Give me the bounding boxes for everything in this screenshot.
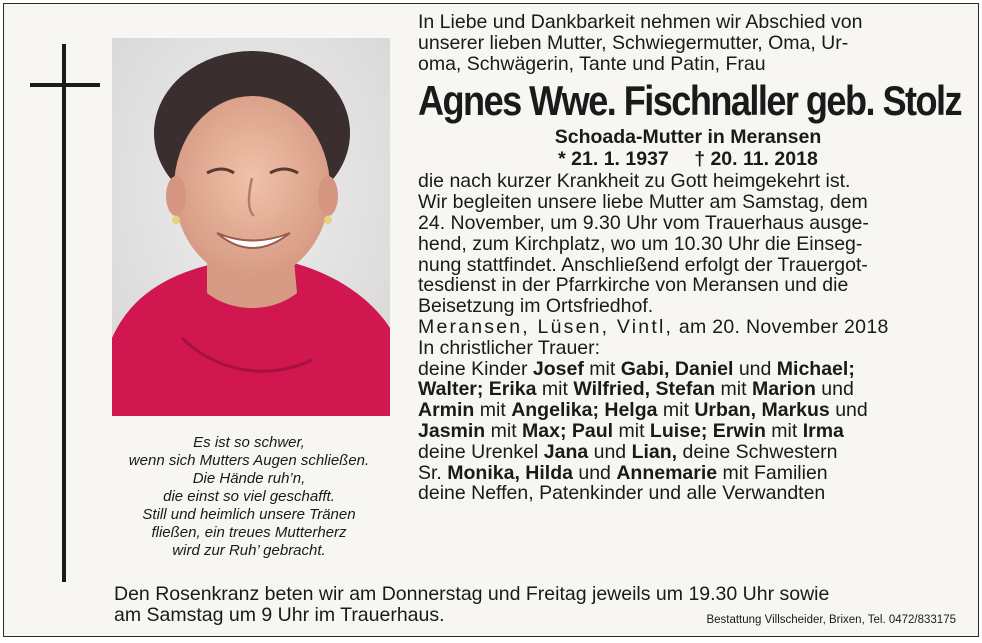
cross-icon xyxy=(62,44,66,582)
mourners-heading: In christlicher Trauer: xyxy=(418,336,601,359)
poem-line: wird zur Ruh’ gebracht. xyxy=(172,542,326,559)
death-date: † 20. 11. 2018 xyxy=(694,148,818,171)
mourner-text: mit xyxy=(765,419,803,442)
mourner-name: Jana xyxy=(543,440,589,463)
mourners-line xyxy=(418,379,958,400)
body-line: tesdienst in der Pfarrkirche von Meransen und die xyxy=(418,274,849,297)
mourner-text: Sr. xyxy=(418,461,448,484)
funeral-home-credit: Bestattung Villscheider, Brixen, Tel. 0472/833175 xyxy=(706,614,956,626)
body-line: Beisetzung im Ortsfriedhof. xyxy=(418,295,654,318)
poem-line: fließen, ein treues Mutterherz xyxy=(151,524,347,541)
notice-date: am 20. November 2018 xyxy=(678,315,889,338)
mourner-text: mit xyxy=(474,399,512,422)
mourner-name: Gabi, Daniel xyxy=(620,357,734,380)
mourner-name: Michael; xyxy=(776,357,855,380)
mourner-name: Urban, Markus xyxy=(694,399,830,422)
intro-line: In Liebe und Dankbarkeit nehmen wir Abschied von xyxy=(418,11,863,33)
mourner-text: mit xyxy=(715,378,752,401)
mourners-list xyxy=(418,359,958,505)
notice-text xyxy=(418,11,961,505)
mourner-name: Luise; Erwin xyxy=(649,419,766,442)
mourner-text: mit Familien xyxy=(717,461,828,484)
footer-line: am Samstag um 9 Uhr im Trauerhaus. xyxy=(114,604,445,626)
poem-line: wenn sich Mutters Augen schließen. xyxy=(128,452,370,469)
mourner-name: Monika, Hilda xyxy=(447,461,573,484)
intro-line: oma, Schwägerin, Tante und Patin, Frau xyxy=(418,52,766,75)
body-line: Wir begleiten unsere liebe Mutter am Samstag, dem xyxy=(418,191,868,214)
mourner-name: Walter; Erika xyxy=(418,378,537,401)
body-text xyxy=(418,171,958,317)
portrait-photo xyxy=(112,38,390,416)
mourner-text: deine Kinder xyxy=(418,357,533,380)
mourners-line xyxy=(418,442,958,463)
mourner-name: Josef xyxy=(532,357,584,380)
mourners-line xyxy=(418,359,958,380)
mourner-name: Armin xyxy=(418,399,475,422)
intro-text xyxy=(418,12,958,74)
place-date xyxy=(418,317,958,338)
mourner-name: Wilfried, Stefan xyxy=(573,378,716,401)
obituary-notice xyxy=(3,3,979,637)
place-locations: Meransen, Lüsen, Vintl, xyxy=(418,315,674,338)
mourner-name: Jasmin xyxy=(418,419,486,442)
mourner-name: Irma xyxy=(802,419,844,442)
mourners-line xyxy=(418,463,958,484)
mourner-text: und xyxy=(829,399,868,422)
deceased-subtitle: Schoada-Mutter in Meransen xyxy=(554,126,822,149)
mourner-name: Max; Paul xyxy=(522,419,614,442)
mourner-name: Marion xyxy=(751,378,816,401)
mourner-name: Lian, xyxy=(631,440,678,463)
intro-line: unserer lieben Mutter, Schwiegermutter, Oma, Ur- xyxy=(418,31,849,54)
poem-line: Es ist so schwer, xyxy=(193,434,305,451)
life-dates xyxy=(418,148,958,171)
mourner-text: mit xyxy=(583,357,621,380)
mourner-text: mit xyxy=(657,399,695,422)
mourner-text: mit xyxy=(613,419,650,442)
mourners-line xyxy=(418,483,958,504)
mourner-text: deine Urenkel xyxy=(418,440,544,463)
body-line: nung stattfindet. Anschließend erfolgt der Trauergot- xyxy=(418,253,868,276)
birth-date: * 21. 1. 1937 xyxy=(558,148,669,171)
footer-line: Den Rosenkranz beten wir am Donnerstag und Freitag jeweils um 19.30 Uhr sowie xyxy=(114,583,830,605)
body-line: hend, zum Kirchplatz, wo um 10.30 Uhr die Einseg- xyxy=(418,232,863,255)
mourner-text: und xyxy=(588,440,632,463)
mourner-name: Angelika; Helga xyxy=(511,399,658,422)
mourner-text: und xyxy=(572,461,617,484)
body-line: 24. November, um 9.30 Uhr vom Trauerhaus ausge- xyxy=(418,211,869,234)
mourner-text: und xyxy=(733,357,777,380)
mourner-text: mit xyxy=(485,419,523,442)
mourners-line xyxy=(418,421,958,442)
mourner-text: deine Neffen, Patenkinder und alle Verwandten xyxy=(418,482,826,505)
deceased-name: Agnes Wwe. Fischnaller geb. Stolz xyxy=(418,77,961,125)
poem-line: Still und heimlich unsere Tränen xyxy=(142,506,356,523)
mourners-line xyxy=(418,400,958,421)
cross-icon-bar xyxy=(30,83,100,87)
poem-line: Die Hände ruh’n, xyxy=(192,470,306,487)
mourner-text: deine Schwestern xyxy=(677,440,838,463)
mourner-name: Annemarie xyxy=(616,461,718,484)
poem xyxy=(104,434,394,560)
mourner-text: und xyxy=(815,378,854,401)
poem-line: die einst so viel geschafft. xyxy=(163,488,335,505)
mourner-text: mit xyxy=(536,378,574,401)
body-line: die nach kurzer Krankheit zu Gott heimgekehrt ist. xyxy=(418,170,851,193)
